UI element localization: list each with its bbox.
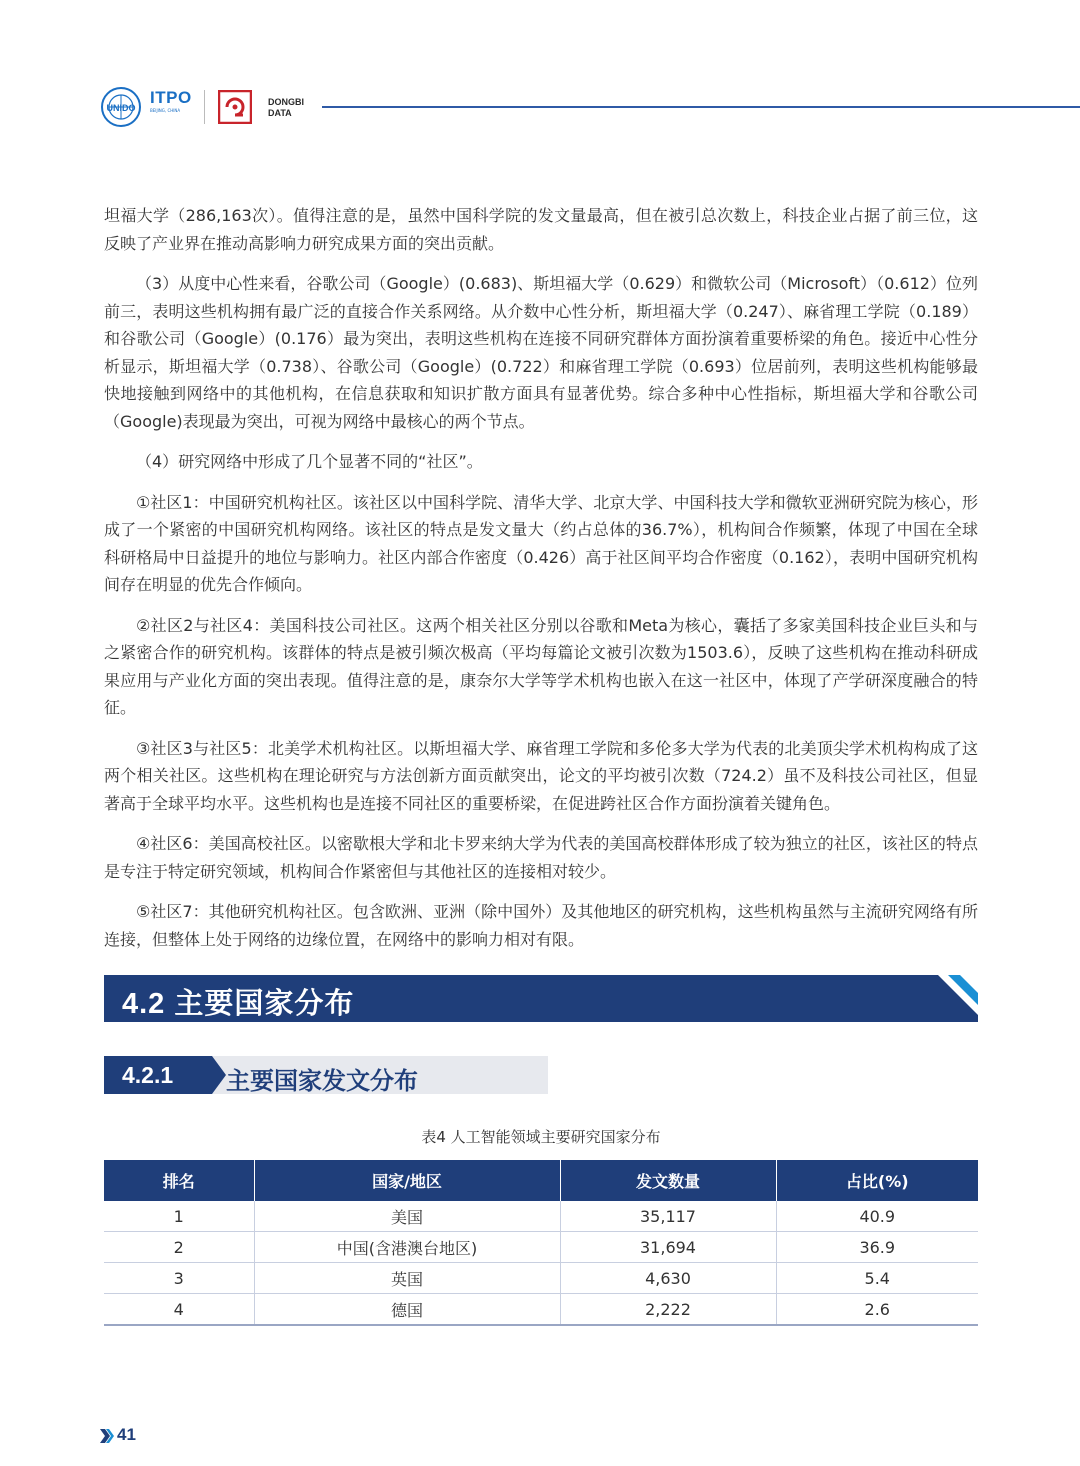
corner-accent-icon: [938, 975, 978, 1022]
itpo-subtext: BEIJING, CHINA: [150, 108, 181, 113]
subsection-number-box: [104, 1056, 198, 1094]
cell-share: 36.9: [776, 1232, 978, 1263]
col-header-share: 占比(%): [776, 1160, 978, 1201]
table-row: [104, 1201, 978, 1232]
cell-rank: 1: [104, 1201, 254, 1232]
cell-country: 英国: [254, 1263, 560, 1294]
paragraph-community-1: ①社区1：中国研究机构社区。该社区以中国科学院、清华大学、北京大学、中国科技大学和微软亚洲研究院为核心，形成了一个紧密的中国研究机构网络。该社区的特点是发文量大（约占总体的36.7%），机构间合作频繁，体现了中国在全球科研格局中日益提升的地位与影响力。社区内部合作密度（0.426）高于社区间平均合作密度（0.162），表明中国研究机构间存在明显的优先合作倾向。: [104, 492, 978, 594]
paragraph-community-3-5: ③社区3与社区5：北美学术机构社区。以斯坦福大学、麻省理工学院和多伦多大学为代表的北美顶尖学术机构构成了这两个相关社区。这些机构在理论研究与方法创新方面贡献突出，论文的平均被引次数（724.2）虽不及科技公司社区，但显著高于全球平均水平。这些机构也是连接不同社区的重要桥梁，在促进跨社区合作方面扮演着关键角色。: [104, 738, 978, 813]
dongbi-logo-text: [268, 97, 304, 119]
cell-country: 美国: [254, 1201, 560, 1232]
cell-share: 40.9: [776, 1201, 978, 1232]
header-rule: [322, 106, 1080, 108]
itpo-logo: [150, 88, 196, 128]
page-number-text: 41: [117, 1425, 136, 1444]
double-chevron-icon: [100, 1429, 116, 1443]
subsection-number: 4.2.1: [122, 1062, 174, 1088]
col-header-rank: 排名: [104, 1160, 254, 1201]
cell-share: 5.4: [776, 1263, 978, 1294]
cell-share: 2.6: [776, 1294, 978, 1326]
dongbi-line2: DATA: [268, 108, 292, 118]
cell-count: 2,222: [560, 1294, 776, 1326]
table-caption: 表4 人工智能领域主要研究国家分布: [421, 1128, 661, 1146]
paragraph-communities-intro: （4）研究网络中形成了几个显著不同的“社区”。: [136, 452, 483, 471]
cell-rank: 2: [104, 1232, 254, 1263]
paragraph-community-6: ④社区6：美国高校社区。以密歇根大学和北卡罗来纳大学为代表的美国高校群体形成了较为独立的社区，该社区的特点是专注于特定研究领域，机构间合作紧密但与其他社区的连接相对较少。: [104, 834, 978, 881]
dongbi-logo-icon: [218, 90, 252, 124]
cell-count: 4,630: [560, 1263, 776, 1294]
cell-rank: 4: [104, 1294, 254, 1326]
col-header-country: 国家/地区: [254, 1160, 560, 1201]
subsection-title: 主要国家发文分布: [226, 1067, 418, 1095]
table-row: [104, 1263, 978, 1294]
cell-country: 德国: [254, 1294, 560, 1326]
section-title: 4.2 主要国家分布: [122, 988, 355, 1020]
paragraph-community-7: ⑤社区7：其他研究机构社区。包含欧洲、亚洲（除中国外）及其他地区的研究机构，这些机构虽然与主流研究网络有所连接，但整体上处于网络的边缘位置，在网络中的影响力相对有限。: [104, 902, 978, 949]
body-text: [104, 202, 978, 966]
table-header-row: [104, 1160, 978, 1201]
dongbi-line1: DONGBI: [268, 97, 304, 107]
section-heading: [104, 975, 978, 1022]
page-header: [100, 84, 1080, 130]
cell-count: 31,694: [560, 1232, 776, 1263]
table-row: [104, 1294, 978, 1326]
itpo-text: ITPO: [150, 88, 192, 107]
cell-country: 中国(含港澳台地区): [254, 1232, 560, 1263]
subsection-heading: [104, 1056, 548, 1094]
table-row: [104, 1232, 978, 1263]
chevron-right-icon: [198, 1056, 228, 1094]
unido-logo: [100, 86, 142, 128]
paragraph-community-2-4: ②社区2与社区4：美国科技公司社区。这两个相关社区分别以谷歌和Meta为核心，囊括了多家美国科技企业巨头和与之紧密合作的研究机构。该群体的特点是被引频次极高（平均每篇论文被引次数为1503.6），反映了这些机构在推动科研成果应用与产业化方面的突出表现。值得注意的是，康奈尔大学等学术机构也嵌入在这一社区中，体现了产学研深度融合的特征。: [104, 615, 978, 717]
cell-rank: 3: [104, 1263, 254, 1294]
paragraph-continuation: 坦福大学（286,163次）。值得注意的是，虽然中国科学院的发文量最高，但在被引总次数上，科技企业占据了前三位，这反映了产业界在推动高影响力研究成果方面的突出贡献。: [104, 206, 978, 253]
logo-divider: [204, 90, 205, 124]
svg-text:UNIDO: UNIDO: [106, 103, 136, 113]
col-header-count: 发文数量: [560, 1160, 776, 1201]
cell-count: 35,117: [560, 1201, 776, 1232]
country-distribution-table: [104, 1160, 978, 1326]
paragraph-centrality: （3）从度中心性来看，谷歌公司（Google）(0.683)、斯坦福大学（0.629）和微软公司（Microsoft）（0.612）位列前三，表明这些机构拥有最广泛的直接合作关系网络。从介数中心性分析，斯坦福大学（0.247）、麻省理工学院（0.189）和谷歌公司（Google）(0.176）最为突出，表明这些机构在连接不同研究群体方面扮演着重要桥梁的角色。接近中心性分析显示，斯坦福大学（0.738）、谷歌公司（Google）(0.722）和麻省理工学院（0.693）位居前列，表明这些机构能够最快地接触到网络中的其他机构，在信息获取和知识扩散方面具有显著优势。综合多种中心性指标，斯坦福大学和谷歌公司（Google)表现最为突出，可视为网络中最核心的两个节点。: [104, 274, 978, 431]
